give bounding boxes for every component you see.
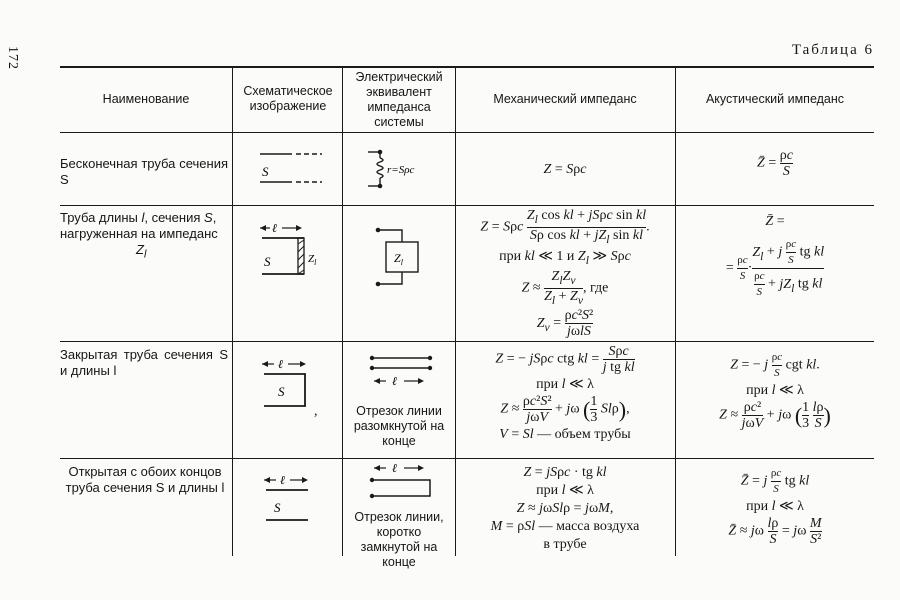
row4-name: Открытая с обоих концов труба сечения S и длины l xyxy=(65,464,225,495)
row2-impedance-circuit xyxy=(368,218,440,294)
row4-electric-note: Отрезок линии, коротко замкнутой на конце xyxy=(354,510,444,569)
row-divider xyxy=(60,458,874,459)
row3-acoustic-formulas: Z = − j $\frac{\rho c}{S}$ cgt kl. при l ≪ λ Z ≈ $\frac{\text{ρc²}}{\text{jωV}}$ + jω ( $\frac{1}{3}$ $\frac{l\rho}{S}$ ) xyxy=(719,351,831,431)
header-acoustic: Акустический импеданс xyxy=(705,92,845,106)
row4-electric-label: ℓ xyxy=(392,461,397,475)
row4-schem-label-s: S xyxy=(274,500,281,515)
row1-name: Бесконечная труба сечения S xyxy=(60,156,228,187)
header-mechanical: Механический импеданс xyxy=(493,92,637,106)
table-top-rule xyxy=(60,66,874,68)
row4-schem-label-l: ℓ xyxy=(280,473,285,487)
row2-schem-label-l: ℓ xyxy=(272,221,277,235)
row1-mechanical-formula: Z = Sρc xyxy=(543,162,587,177)
row1-schem-label-s: S xyxy=(262,164,269,179)
row4-acoustic-formulas: Z̄ = j $\frac{\rho c}{S}$ tg kl при l ≪ λ Z̄ ≈ jω $\frac{l\rho}{S}$ = jω $\frac{M}{\text{S²}}$ xyxy=(728,467,822,547)
row3-schem-label-l: ℓ xyxy=(278,357,283,371)
row3-mechanical-formulas: Z = − jSρc ctg kl = $\frac{\text{Sρc}}{\text{j tg kl}}$ при l ≪ λ Z ≈ $\frac{\text{ρc²S²}}{\text{jωV}}$ + jω ( $\frac{1}{3}$ Slρ), V = Sl — объем трубы xyxy=(495,344,635,442)
row1-resistor-circuit xyxy=(360,146,452,192)
row1-electric-label: r=Sρc xyxy=(387,164,415,176)
row4-open-pipe-schematic xyxy=(260,472,330,528)
row2-schem-label-zl: $Z_l$ xyxy=(308,253,317,267)
row3-stray-comma: , xyxy=(314,404,318,419)
row3-electric-label: ℓ xyxy=(392,374,397,388)
header-name: Наименование xyxy=(102,92,190,106)
row1-pipe-schematic xyxy=(252,146,332,190)
row-divider xyxy=(60,341,874,342)
row2-schem-label-s: S xyxy=(264,254,271,269)
row3-name: Закрытая труба сечения S и длины l xyxy=(60,347,228,378)
column-divider xyxy=(232,66,233,556)
page-number: 172 xyxy=(5,46,20,70)
row-divider xyxy=(60,205,874,206)
header-electric: Электрический эквивалент импеданса системы xyxy=(355,70,443,129)
row1-acoustic-formula: Z̄ = $\frac{\rho c}{S}$ xyxy=(757,148,793,179)
column-divider xyxy=(342,66,343,556)
row4-shorted-line-circuit xyxy=(364,460,440,506)
header-schematic: Схематическое изображение xyxy=(243,84,333,113)
row3-open-line-circuit xyxy=(364,350,440,390)
table-caption: Таблица 6 xyxy=(791,42,874,58)
row2-name: Труба длины l, сечения S, нагруженная на импеданс $Z_l$ xyxy=(60,210,218,261)
row3-electric-note: Отрезок линии разомкнутой на конце xyxy=(353,404,445,448)
row3-schem-label-s: S xyxy=(278,384,285,399)
row2-loaded-pipe-schematic xyxy=(256,220,336,290)
row2-acoustic-formulas: Z̄ = = $\frac{\rho c}{S}$ · $Z_l + j$ $\frac{\rho c}{S}$ tg kl $\frac{\rho c}{S}$ + $jZ_l$ tg kl xyxy=(725,214,825,298)
row3-closed-pipe-schematic xyxy=(258,356,328,416)
header-bottom-rule xyxy=(60,132,874,133)
row2-electric-label: $Z_l$ xyxy=(394,251,403,267)
row4-mechanical-formulas: Z = jSρc · tg kl при l ≪ λ Z ≈ jωSlρ = jωM, M = ρSl — масса воздуха в трубе xyxy=(490,465,640,552)
row2-mechanical-formulas: Z = Sρc $\frac{Z_l \cos kl + jS\rho c \sin kl}{S\rho \cos kl + jZ_l \sin kl}$ . при kl ≪ 1 и $Z_l$ ≫ Sρc Z ≈ $\frac{Z_lZ_v}{Z_l + Z_v}$ , где $Z_v$ = $\frac{\text{ρc²S²}}{\text{jωlS}}$ xyxy=(480,208,650,339)
